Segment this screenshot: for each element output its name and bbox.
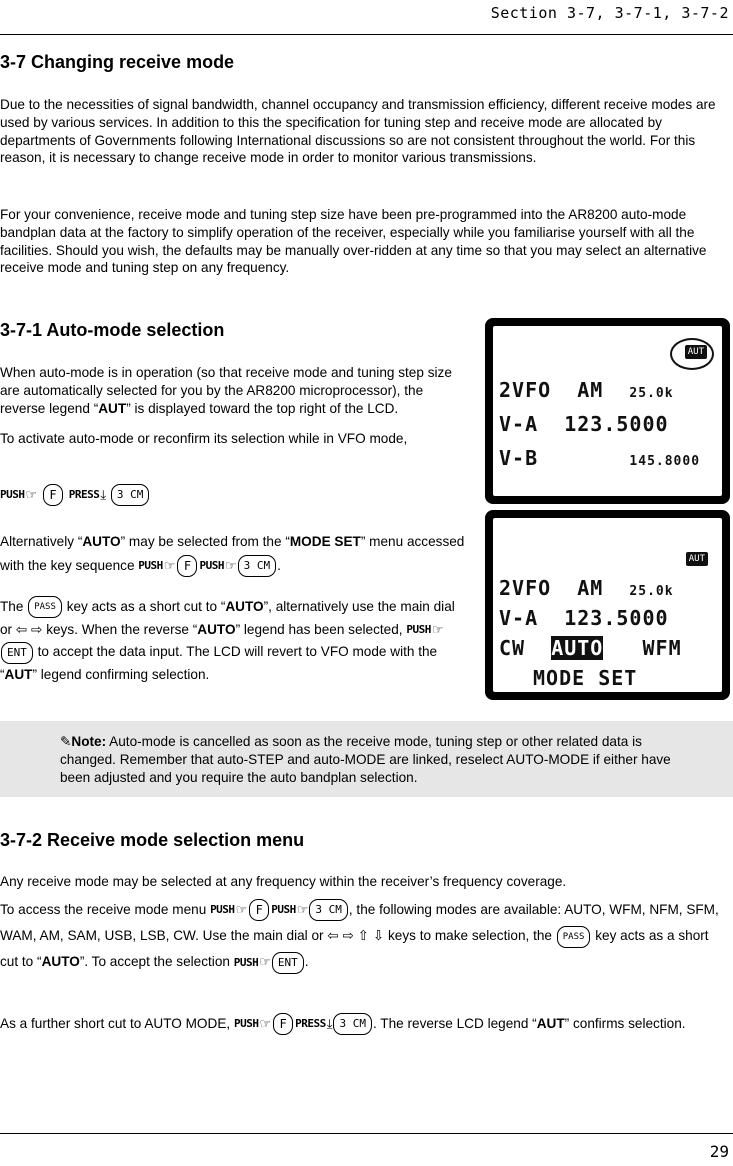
section-3-7-1-title: 3-7-1 Auto-mode selection: [0, 320, 225, 340]
aut-legend: AUT: [686, 552, 708, 566]
hand-icon: ☞: [163, 558, 176, 573]
push-key-icon: PUSH: [210, 903, 235, 917]
s371-paragraph-2: To activate auto-mode or reconfirm its selection while in VFO mode,: [0, 431, 408, 446]
lcd-display-auto: AUT 2VFO AM 25.0k V-A 123.5000 V-B 145.8000: [485, 318, 730, 504]
auto-mode-selected: AUTO: [551, 636, 604, 660]
section-3-7-title: 3-7 Changing receive mode: [0, 52, 235, 72]
aut-legend: AUT: [685, 345, 707, 359]
section-3-7-2-title: 3-7-2 Receive mode selection menu: [0, 830, 305, 850]
s372-paragraph-3: As a further short cut to AUTO MODE, PUSH☞ F PRESS⤓ 3 CM . The reverse LCD legend “AUT” confirms selection.: [0, 1011, 725, 1037]
hand-icon: ☞: [25, 486, 38, 502]
press-key-icon: PRESS: [295, 1017, 326, 1031]
pass-key-icon: PASS: [28, 596, 62, 618]
note-box: [0, 721, 733, 797]
f-key-icon: F: [43, 484, 63, 506]
header-rule: [0, 34, 733, 35]
push-key-icon: PUSH: [0, 488, 25, 502]
ent-key-icon: ENT: [1, 642, 33, 664]
page-number: 29: [709, 1142, 729, 1161]
push-key-icon: PUSH: [233, 1017, 259, 1031]
f-key-icon: F: [177, 555, 197, 577]
f-key-icon: F: [273, 1013, 293, 1035]
s371-paragraph-1: When auto-mode is in operation (so that receive mode and tuning step size are automatically selected for you by the AR8200 microprocessor), the reverse legend “AUT” is displayed toward the top right of the LCD.: [0, 365, 452, 416]
hand-icon: ☞: [259, 1016, 272, 1031]
push-key-icon: PUSH: [406, 622, 431, 636]
hand-icon: ☞: [431, 621, 444, 637]
s371-paragraph-4: The PASS key acts as a short cut to “AUTO”, alternatively use the main dial or ⇦ ⇨ keys. When the reverse “AUTO” legend has been selected, PUSH☞ENT to accept the data input. The LCD will revert to VFO mode with the “AUT” legend confirming selection.: [0, 596, 468, 686]
hand-icon: ☞: [296, 902, 309, 917]
s371-paragraph-3: Alternatively “AUTO” may be selected from the “MODE SET” menu accessed with the key sequence PUSH☞ F PUSH☞ 3 CM .: [0, 530, 470, 578]
hand-icon: ☞: [224, 558, 237, 573]
s372-paragraph-1: Any receive mode may be selected at any frequency within the receiver’s frequency coverage.: [0, 874, 567, 889]
s371-key-sequence-1: [0, 484, 480, 506]
push-key-icon: PUSH: [271, 903, 296, 917]
press-key-icon: PRESS: [68, 488, 100, 502]
hand-icon: ☞: [235, 902, 248, 917]
hand-icon: ☞: [259, 954, 271, 970]
footer-rule: [0, 1133, 733, 1134]
s37-paragraph-1: Due to the necessities of signal bandwidth, channel occupancy and transmission efficiency, different receive modes are used by various services. In addition to this the specification for tuning step and receive mode are allocated by departments of Governments following International discussions so are not consistent throughout the world. For this reason, it is necessary to change receive mode in order to monitor various transmissions.: [0, 97, 716, 166]
push-key-icon: PUSH: [138, 559, 163, 573]
3cm-key-icon: 3 CM: [309, 899, 348, 921]
3cm-key-icon: 3 CM: [111, 484, 150, 506]
f-key-icon: F: [249, 899, 269, 921]
3cm-key-icon: 3 CM: [238, 555, 277, 577]
press-icon: ⤓: [326, 1016, 333, 1031]
pass-key-icon: PASS: [557, 926, 591, 948]
s37-paragraph-2: For your convenience, receive mode and tuning step size have been pre-programmed into the AR8200 auto-mode bandplan data at the factory to simplify operation of the receiver, especially while you familiarise yourself with all the facilities. Should you wish, the defaults may be manually over-ridden at any time so that you may select an alternative receive mode and tuning step on any frequency.: [0, 207, 707, 276]
push-key-icon: PUSH: [233, 955, 259, 969]
push-key-icon: PUSH: [199, 559, 224, 573]
press-icon: ⤓: [100, 486, 107, 502]
note-icon: ✎: [60, 734, 72, 749]
note-text: ✎Note: Auto-mode is cancelled as soon as the receive mode, tuning step or other related data is changed. Remember that auto-STEP and auto-MODE are linked, reselect AUTO-MODE if either have been adjusted and you require the auto bandplan selection.: [60, 734, 671, 785]
s372-paragraph-2: To access the receive mode menu PUSH☞ F PUSH☞ 3 CM , the following modes are available: AUTO, WFM, NFM, SFM, WAM, AM, SAM, USB, LSB, CW. Use the main dial or ⇦ ⇨ ⇧ ⇩ keys to make selection, the PASS key acts as a short cut to “AUTO”. To accept the selection PUSH☞ ENT .: [0, 897, 730, 976]
3cm-key-icon: 3 CM: [333, 1013, 372, 1035]
lcd-display-mode-set: AUT 2VFO AM 25.0k V-A 123.5000 CW AUTO WFM MODE SET: [485, 510, 730, 700]
section-header: Section 3-7, 3-7-1, 3-7-2: [490, 4, 729, 22]
ent-key-icon: ENT: [272, 952, 304, 974]
